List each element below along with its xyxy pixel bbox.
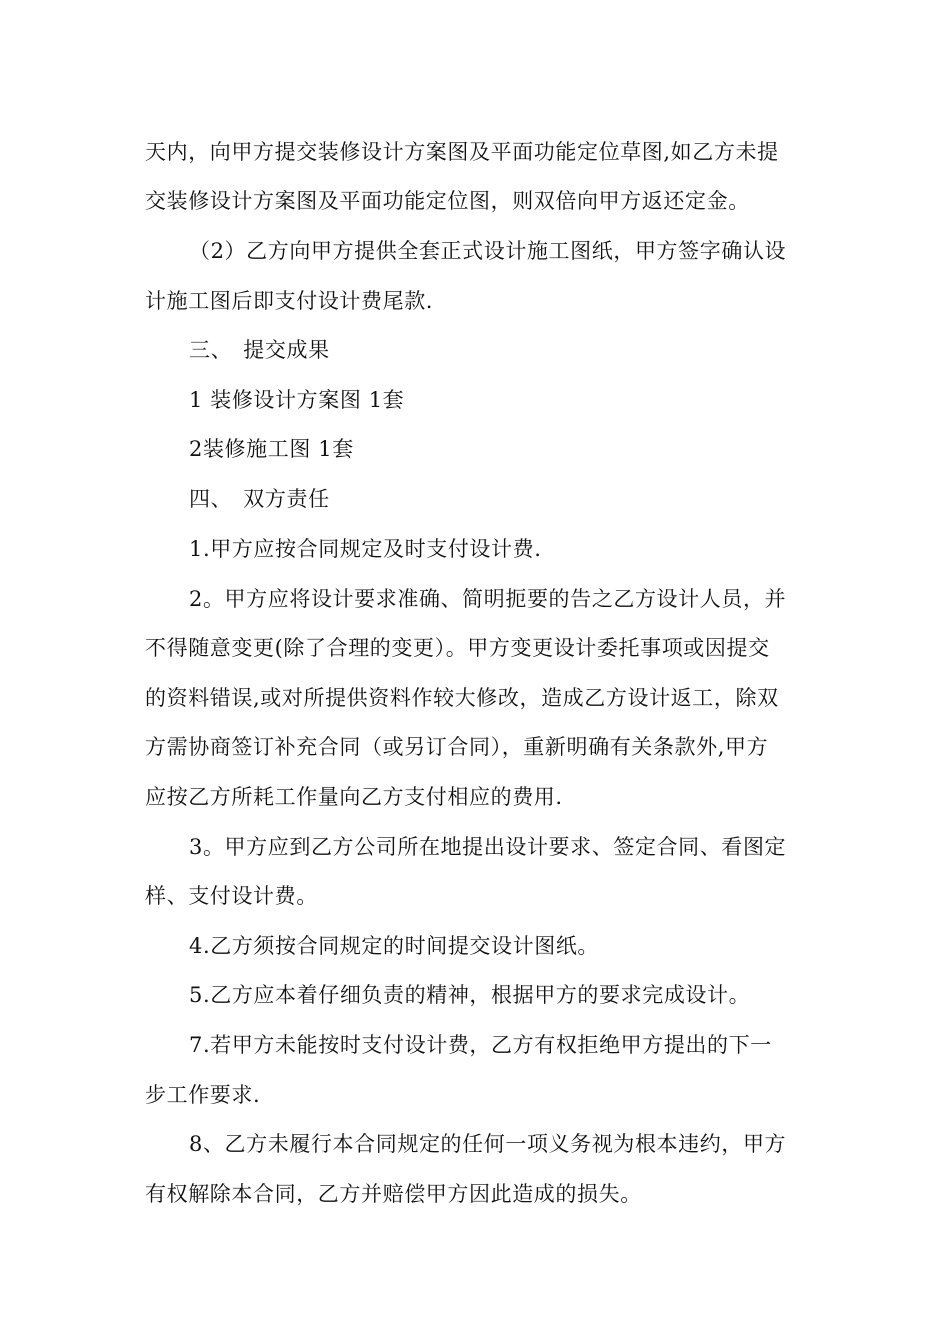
text-line: 计施工图后即支付设计费尾款. [145, 289, 434, 313]
list-item: 2装修施工图 1套 [189, 437, 354, 461]
paragraph-start-line: （2）乙方向甲方提供全套正式设计施工图纸，甲方签字确认设 [189, 239, 787, 263]
text-line: 交装修设计方案图及平面功能定位图，则双倍向甲方返还定金。 [145, 189, 750, 213]
text-line: 天内，向甲方提交装修设计方案图及平面功能定位草图,如乙方未提 [145, 140, 779, 164]
text-line: 步工作要求. [145, 1083, 261, 1107]
paragraph-start-line: 4.乙方须按合同规定的时间提交设计图纸。 [189, 934, 600, 958]
paragraph-start-line: 5.乙方应本着仔细负责的精神，根据甲方的要求完成设计。 [189, 983, 751, 1007]
text-line: 样、支付设计费。 [145, 884, 318, 908]
text-line: 的资料错误,或对所提供资料作较大修改，造成乙方设计返工，除双 [145, 686, 779, 710]
paragraph-start-line: 1.甲方应按合同规定及时支付设计费. [189, 537, 542, 561]
list-item: 1 装修设计方案图 1套 [189, 388, 405, 412]
text-line: 方需协商签订补充合同（或另订合同），重新明确有关条款外,甲方 [145, 735, 769, 759]
paragraph-start-line: 2。甲方应将设计要求准确、简明扼要的告之乙方设计人员，并 [189, 587, 787, 611]
paragraph-start-line: 3。甲方应到乙方公司所在地提出设计要求、签定合同、看图定 [189, 835, 787, 859]
text-line: 应按乙方所耗工作量向乙方支付相应的费用. [145, 785, 563, 809]
paragraph-start-line: 8、乙方未履行本合同规定的任何一项义务视为根本违约，甲方 [189, 1132, 787, 1156]
text-line: 有权解除本合同，乙方并赔偿甲方因此造成的损失。 [145, 1182, 642, 1206]
section-heading: 三、 提交成果 [189, 338, 330, 362]
text-line: 不得随意变更(除了合理的变更）。甲方变更设计委托事项或因提交 [145, 636, 770, 660]
paragraph-start-line: 7.若甲方未能按时支付设计费，乙方有权拒绝甲方提出的下一 [189, 1033, 772, 1057]
section-heading: 四、 双方责任 [189, 487, 330, 511]
